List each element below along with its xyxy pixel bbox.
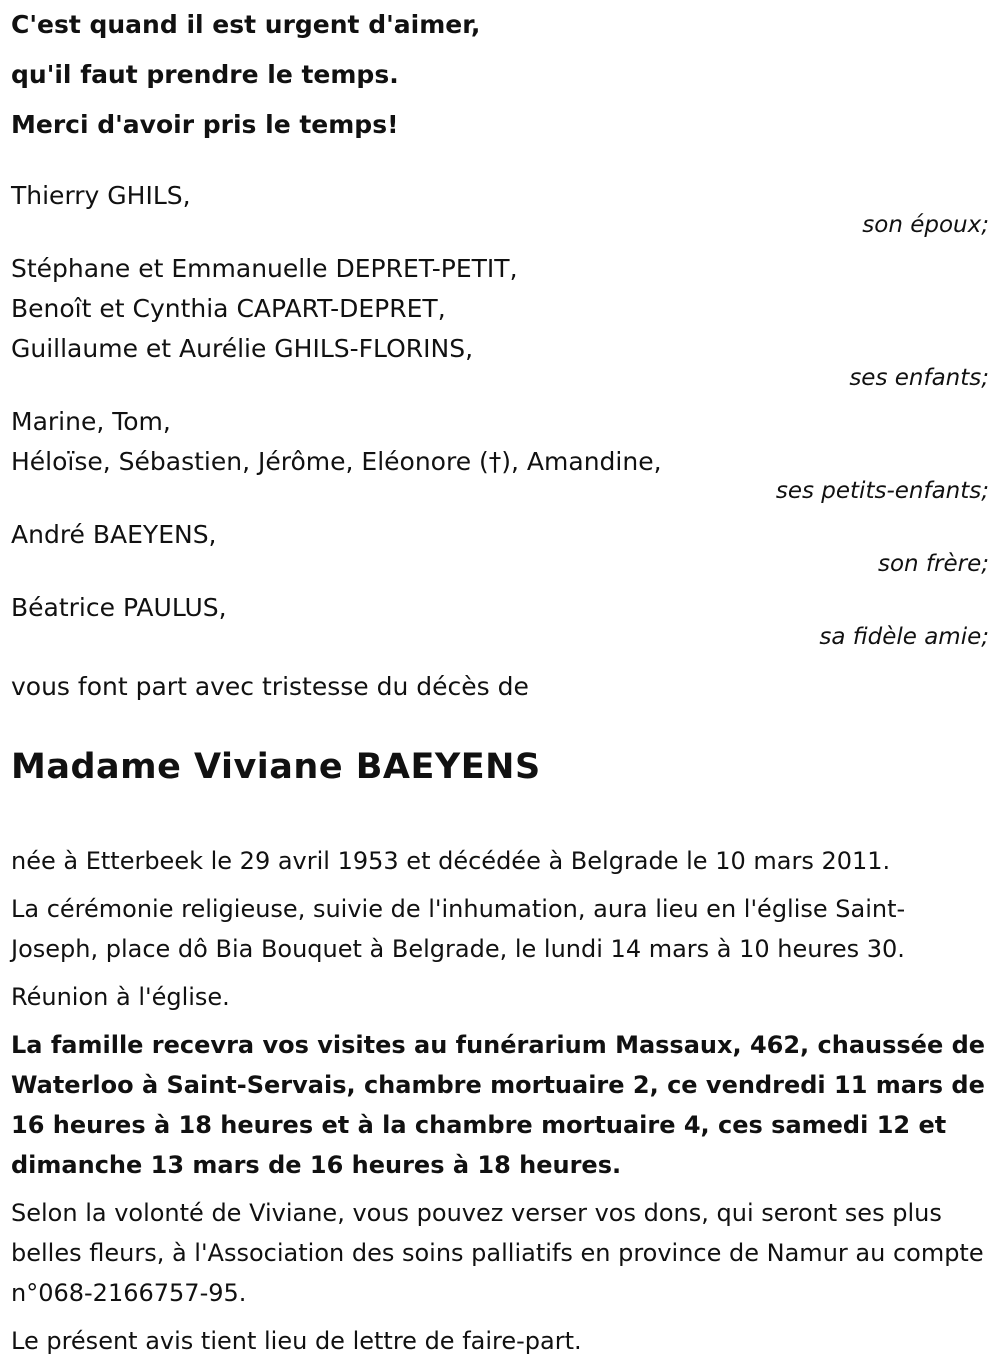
family-relation: son frère; [877, 551, 989, 577]
family-relation: son époux; [862, 212, 989, 238]
ceremony-paragraph: La cérémonie religieuse, suivie de l'inhumation, aura lieu en l'église Saint-Joseph, place dô Bia Bouquet à Belgrade, le lundi 14 mars à 10 heures 30. [11, 895, 906, 963]
family-name: Béatrice PAULUS, [11, 593, 227, 622]
family-name: Thierry GHILS, [11, 181, 191, 210]
birth-death-paragraph: née à Etterbeek le 29 avril 1953 et décédée à Belgrade le 10 mars 2011. [11, 847, 891, 875]
family-name: Héloïse, Sébastien, Jérôme, Eléonore (†), Amandine, [11, 447, 662, 476]
quote-line: Merci d'avoir pris le temps! [11, 110, 399, 139]
family-group-brother [11, 515, 989, 576]
announcement-intro: vous font part avec tristesse du décès de [11, 672, 529, 701]
family-name: Marine, Tom, [11, 407, 171, 436]
family-name: Guillaume et Aurélie GHILS-FLORINS, [11, 334, 474, 363]
family-relation: ses enfants; [849, 365, 989, 391]
obituary-notice [11, 0, 989, 1369]
family-relation: sa fidèle amie; [819, 624, 989, 650]
family-group-spouse [11, 176, 989, 237]
quote-line: qu'il faut prendre le temps. [11, 60, 399, 89]
opening-quote [11, 0, 989, 150]
family-list [11, 176, 989, 649]
quote-line: C'est quand il est urgent d'aimer, [11, 10, 481, 39]
meeting-paragraph: Réunion à l'église. [11, 983, 230, 1011]
deceased-name: Madame Viviane BAEYENS [11, 747, 541, 787]
family-group-children [11, 249, 989, 390]
family-group-friend [11, 588, 989, 649]
family-group-grandchildren [11, 402, 989, 503]
family-name: André BAEYENS, [11, 520, 217, 549]
closing-paragraph: Le présent avis tient lieu de lettre de faire-part. [11, 1327, 582, 1355]
family-name: Benoît et Cynthia CAPART-DEPRET, [11, 294, 446, 323]
visits-paragraph: La famille recevra vos visites au funérarium Massaux, 462, chaussée de Waterloo à Saint-Servais, chambre mortuaire 2, ce vendredi 11 mars de 16 heures à 18 heures et à la chambre mortuaire 4, ces samedi 12 et dimanche 13 mars de 16 heures à 18 heures. [11, 1031, 986, 1179]
family-relation: ses petits-enfants; [775, 478, 989, 504]
donations-paragraph: Selon la volonté de Viviane, vous pouvez verser vos dons, qui seront ses plus belles fleurs, à l'Association des soins palliatifs en province de Namur au compte n°068-2166757-95. [11, 1199, 984, 1307]
family-name: Stéphane et Emmanuelle DEPRET-PETIT, [11, 254, 518, 283]
